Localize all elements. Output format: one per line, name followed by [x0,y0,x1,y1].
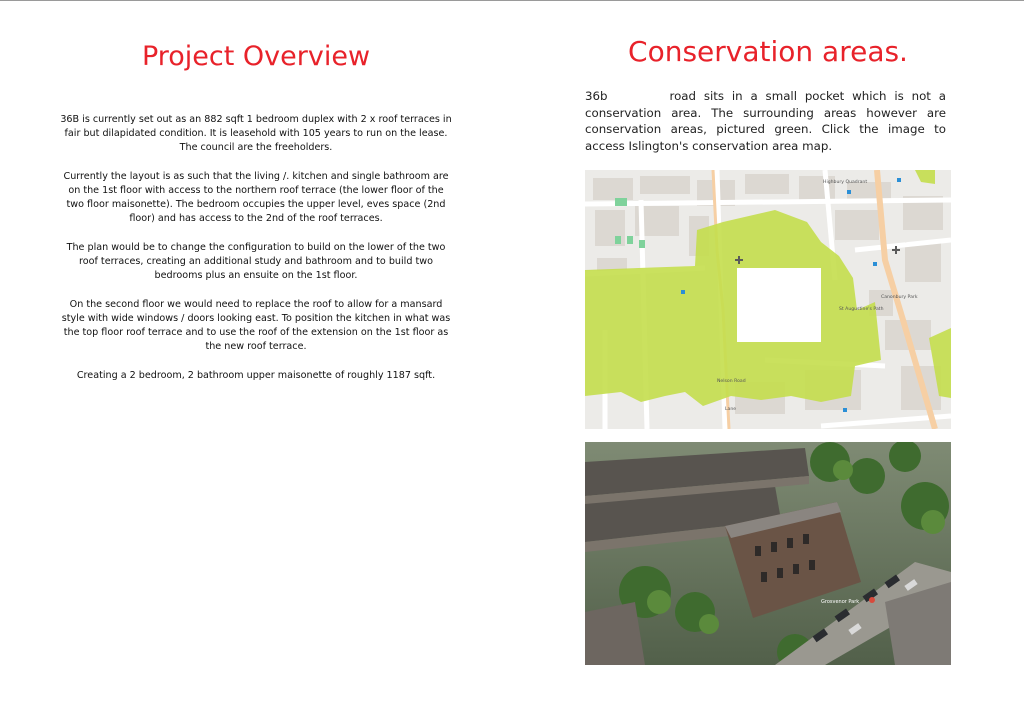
overview-paragraph: 36B is currently set out as an 882 sqft 1 bedroom duplex with 2 x roof terraces in fair but dilapidated condition. It is leasehold with 105 years to run on the lease. The council are the freeholders. [60,114,452,154]
conservation-areas-heading: Conservation areas. [628,35,908,68]
overview-paragraph: On the second floor we would need to replace the roof to allow for a mansard style with wide windows / doors looking east. To position the kitchen in what was the top floor roof terrace and to use the roof of the extension on the 1st floor as the new roof terrace. [61,298,451,353]
map-label: Nelson Road [717,379,746,384]
conservation-text [585,88,946,154]
conservation-area-map [585,170,951,429]
map-label: Highbury Quadrant [823,180,868,185]
aerial-photo [585,442,951,665]
project-overview-heading: Project Overview [141,41,371,72]
map-label: St Augustine's Path [839,307,884,312]
aerial-place-label: Grosvenor Park [821,599,860,605]
conservation-area-map-link[interactable] [585,170,951,429]
conservation-text-start: 36b [585,89,608,103]
overview-paragraph: Creating a 2 bedroom, 2 bathroom upper maisonette of roughly 1187 sqft. [76,369,436,381]
conservation-text-rest: road sits in a small pocket which is not a conservation area. The surrounding areas however are conservation areas, pictured green. Click the image to access Islington's conservation area map. [585,89,946,153]
overview-paragraph: Currently the layout is as such that the living /. kitchen and single bathroom are on the 1st floor with access to the northern roof terrace (the lower floor of the two floor maisonette). The bedroom occupies the upper level, eves space (2nd floor) and has access to the 2nd of the roof terraces. [63,170,449,225]
overview-paragraph: The plan would be to change the configuration to build on the lower of the two roof terraces, creating an additional study and bathroom and to build two bedrooms plus an ensuite on the 1st floor. [66,241,446,282]
aerial-street-photo [585,442,951,665]
project-overview-text [60,113,452,397]
map-label: Canonbury Park [881,295,918,300]
map-label: Lane [725,407,737,412]
